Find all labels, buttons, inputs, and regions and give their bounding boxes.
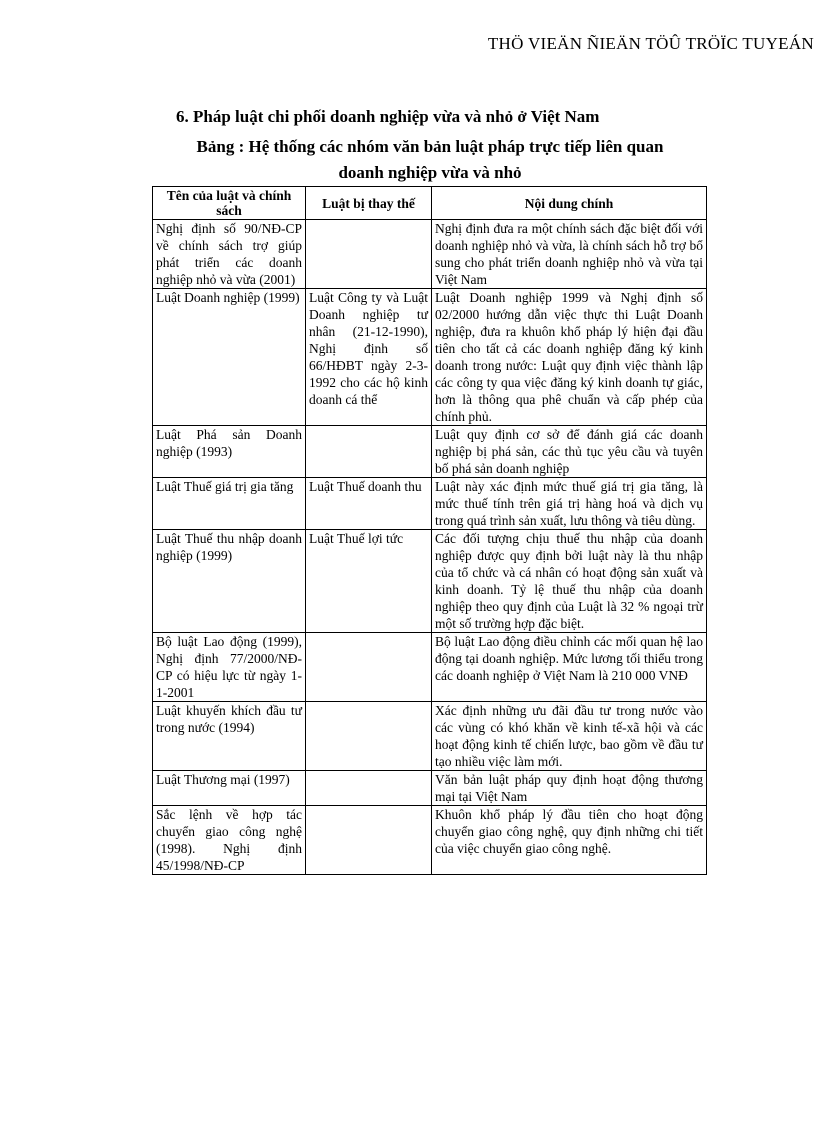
replaced-cell: Luật Công ty và Luật Doanh nghiệp tư nhân (21-12-1990), Nghị định số 66/HĐBT ngày 2-3-1992 cho các hộ kinh doanh cá thể [306,289,432,426]
law-cell: Luật khuyến khích đầu tư trong nước (1994) [153,702,306,771]
table-row [153,633,707,702]
content-cell: Luật quy định cơ sở để đánh giá các doanh nghiệp bị phá sản, các thủ tục yêu cầu và tuyên bố phá sản doanh nghiệp [432,426,707,478]
table-row [153,478,707,530]
content-cell: Xác định những ưu đãi đầu tư trong nước vào các vùng có khó khăn về kinh tế-xã hội và các hoạt động kinh tế chiến lược, bao gồm về đầu tư tạo nhiều việc làm mới. [432,702,707,771]
law-cell: Luật Thuế thu nhập doanh nghiệp (1999) [153,530,306,633]
table-row [153,702,707,771]
section-heading: 6. Pháp luật chi phối doanh nghiệp vừa và nhỏ ở Việt Nam [176,107,600,126]
table-row [153,289,707,426]
content-cell: Nghị định đưa ra một chính sách đặc biệt đối với doanh nghiệp nhỏ và vừa, là chính sách hỗ trợ bổ sung cho phát triển doanh nghiệp nhỏ và vừa tại Việt Nam [432,220,707,289]
column-header-content-text: Nội dung chính [524,195,614,211]
table-caption-line-2: doanh nghiệp vừa và nhỏ [338,163,522,182]
replaced-cell: Luật Thuế doanh thu [306,478,432,530]
content-cell: Luật Doanh nghiệp 1999 và Nghị định số 02/2000 hướng dẫn việc thực thi Luật Doanh nghiệp, đưa ra khuôn khổ pháp lý hiện đại đầu tiên cho tất cả các doanh nghiệp đăng ký kinh doanh trong nước: Luật quy định việc thành lập các công ty qua việc đăng ký kinh doanh tự giác, hơn là thông qua phê chuẩn và cấp phép của chính phủ. [432,289,707,426]
law-cell: Bộ luật Lao động (1999), Nghị định 77/2000/NĐ-CP có hiệu lực từ ngày 1-1-2001 [153,633,306,702]
table-row [153,426,707,478]
replaced-cell: Luật Thuế lợi tức [306,530,432,633]
column-header-replaced [306,187,432,220]
column-header-content [432,187,707,220]
law-cell: Luật Thương mại (1997) [153,771,306,806]
table-row [153,220,707,289]
replaced-cell [306,702,432,771]
law-cell: Luật Doanh nghiệp (1999) [153,289,306,426]
table-row [153,530,707,633]
table-caption-line-1: Bảng : Hệ thống các nhóm văn bản luật pháp trực tiếp liên quan [196,137,664,156]
replaced-cell [306,806,432,875]
table-caption [150,134,710,186]
law-cell: Sắc lệnh về hợp tác chuyển giao công nghệ (1998). Nghị định 45/1998/NĐ-CP [153,806,306,875]
content-cell: Các đối tượng chịu thuế thu nhập của doanh nghiệp được quy định bởi luật này là thu nhập của tổ chức và cá nhân có hoạt động sản xuất và kinh doanh. Tỷ lệ thuế thu nhập của doanh nghiệp theo quy định của Luật là 32 % ngoại trừ một số trường hợp đặc biệt. [432,530,707,633]
replaced-cell [306,633,432,702]
law-cell: Luật Phá sản Doanh nghiệp (1993) [153,426,306,478]
law-cell: Nghị định số 90/NĐ-CP về chính sách trợ giúp phát triển các doanh nghiệp nhỏ và vừa (2001) [153,220,306,289]
column-header-replaced-text: Luật bị thay thế [322,195,415,211]
replaced-cell [306,426,432,478]
column-header-law-text: Tên của luật và chính sách [166,188,292,218]
table-row [153,771,707,806]
law-cell: Luật Thuế giá trị gia tăng [153,478,306,530]
table-header-row [153,187,707,220]
column-header-law [153,187,306,220]
content-cell: Văn bản luật pháp quy định hoạt động thương mại tại Việt Nam [432,771,707,806]
replaced-cell [306,220,432,289]
running-header: THÖ VIEÄN ÑIEÄN TÖÛ TRÖÏC TUYEÁN [487,34,814,53]
content-cell: Khuôn khổ pháp lý đầu tiên cho hoạt động chuyển giao công nghệ, quy định những chi tiết của việc chuyển giao công nghệ. [432,806,707,875]
content-cell: Bộ luật Lao động điều chỉnh các mối quan hệ lao động tại doanh nghiệp. Mức lương tối thiểu trong các doanh nghiệp ở Việt Nam là 210 000 VNĐ [432,633,707,702]
table-row [153,806,707,875]
replaced-cell [306,771,432,806]
content-cell: Luật này xác định mức thuế giá trị gia tăng, là mức thuế tính trên giá trị hàng hoá và dịch vụ trong quá trình sản xuất, lưu thông và tiêu dùng. [432,478,707,530]
laws-table [152,186,707,875]
